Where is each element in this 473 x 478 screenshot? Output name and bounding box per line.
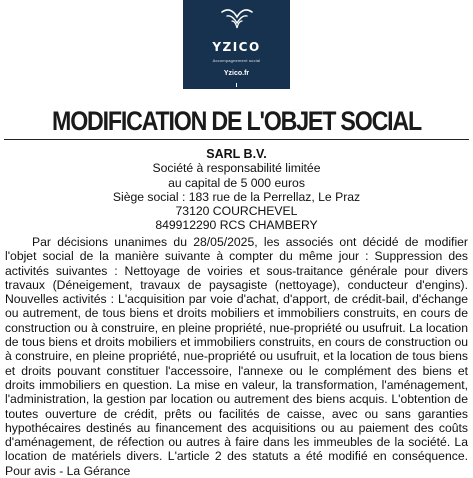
legal-form: Société à responsabilité limitée [152,161,321,176]
share-capital: au capital de 5 000 euros [168,175,305,190]
registered-office: Siège social : 183 rue de la Perrellaz, Le Praz [112,189,361,204]
title-divider [4,139,469,140]
rcs-number: 849912290 RCS CHAMBERY [155,218,318,233]
company-name: SARL B.V. [206,147,267,161]
notice-title: MODIFICATION DE L'OBJET SOCIAL [52,106,421,136]
notice-body: Par décisions unanimes du 28/05/2025, les associés ont décidé de modifier l'objet social de la manière suivante à compter du même jour : Suppression des activités suivantes : Nettoyage de voiries et sous-traitance générale pour divers travaux (Déneigement, travaux de paysagiste (nettoyage), conducteur d'engins). Nouvelles activités : L'acquisition par voie d'achat, d'apport, de crédit-bail, d'échange ou autrement, de tous biens et droits mobiliers et immobiliers construits, en cours de construction ou à construire, en pleine propriété, nue-propriété ou usufruit. La location de tous biens et droits mobiliers et immobiliers construits, en cours de construction ou à construire, en pleine propriété, nue-propriété ou usufruit, et la location de tous biens et droits pouvant constituer l'accessoire, l'annexe ou le complément des biens et droits immobiliers en question. La mise en valeur, la transformation, l'aménagement, l'administration, la gestion par location ou autrement des biens acquis. L'obtention de toutes ouverture de crédit, prêts ou facilités de caisse, avec ou sans garanties hypothécaires destinés au financement des acquisitions ou au paiement des coûts d'aménagement, de réfection ou autres à faire dans les immeubles de la société. La location de matériels divers. L'article 2 des statuts a été modifié en conséquence. Pour avis - La Gérance [5,235,468,478]
company-header [0,147,473,233]
yzico-logo [183,0,290,89]
logo-tagline: Accompagnement social [212,58,261,63]
logo-name: YZICO [212,40,261,54]
postal-city: 73120 COURCHEVEL [175,204,298,219]
logo-divider [236,83,237,87]
yzico-emblem-icon [219,6,255,34]
logo-url: Yzico.fr [223,70,250,77]
